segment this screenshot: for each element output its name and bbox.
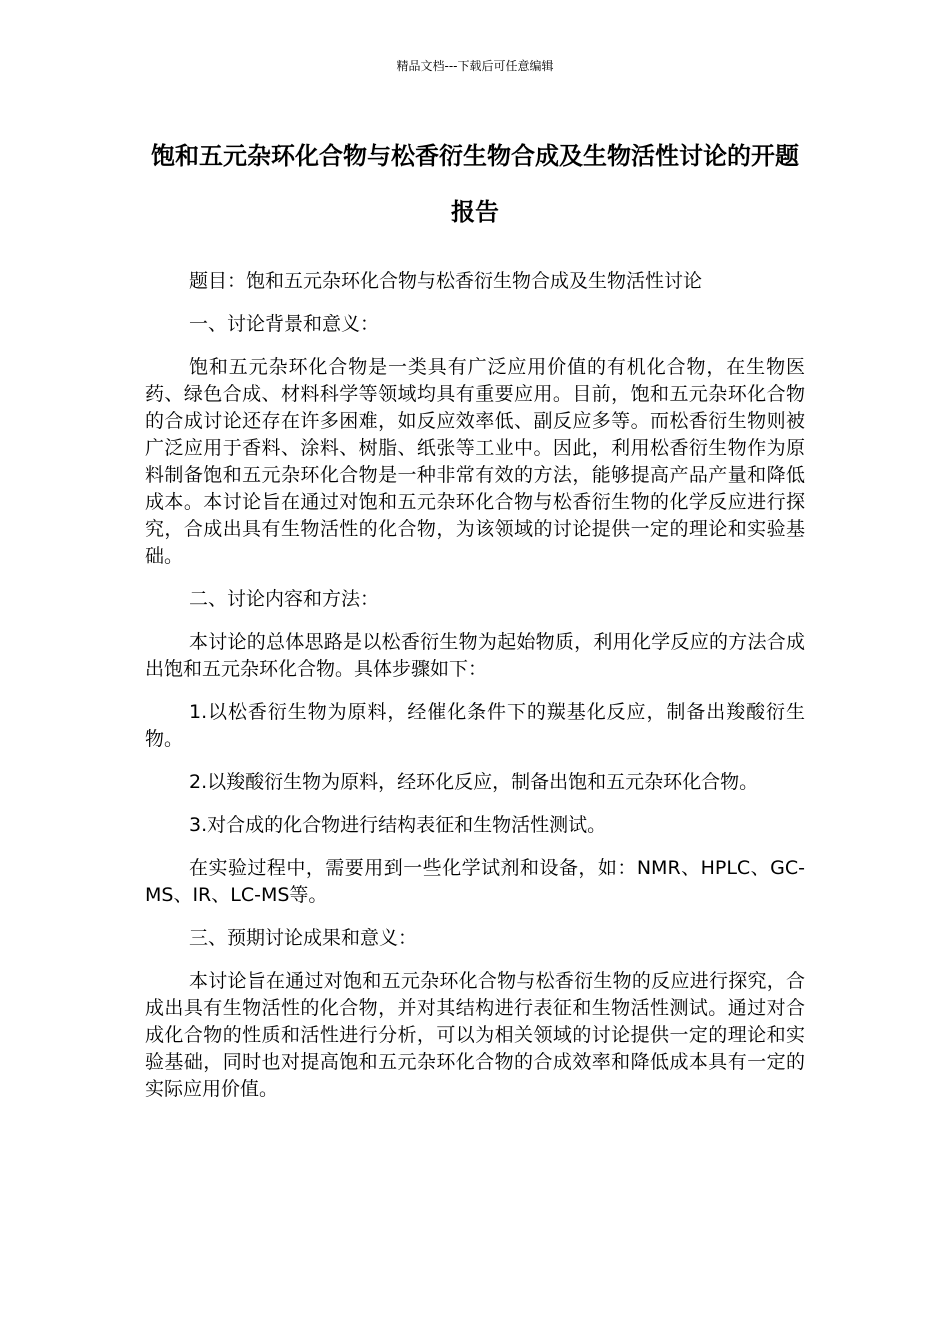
section-heading-methods: 二、讨论内容和方法： bbox=[189, 588, 380, 610]
document-body bbox=[145, 268, 805, 1119]
method-step-1: 1.以松香衍生物为原料，经催化条件下的羰基化反应，制备出羧酸衍生物。 bbox=[145, 701, 805, 750]
topic-line: 题目：饱和五元杂环化合物与松香衍生物合成及生物活性讨论 bbox=[189, 270, 703, 292]
outcomes-paragraph: 本讨论旨在通过对饱和五元杂环化合物与松香衍生物的反应进行探究，合成出具有生物活性的化合物，并对其结构进行表征和生物活性测试。通过对合成化合物的性质和活性进行分析，可以为相关领域的讨论提供一定的理论和实验基础，同时也对提高饱和五元杂环化合物的合成效率和降低成本具有一定的实际应用价值。 bbox=[145, 970, 805, 1100]
method-step-3: 3.对合成的化合物进行结构表征和生物活性测试。 bbox=[189, 814, 607, 836]
equipment-paragraph: 在实验过程中，需要用到一些化学试剂和设备，如：NMR、HPLC、GC-MS、IR、LC-MS等。 bbox=[145, 857, 805, 906]
section-heading-background: 一、讨论背景和意义： bbox=[189, 313, 380, 335]
background-paragraph: 饱和五元杂环化合物是一类具有广泛应用价值的有机化合物，在生物医药、绿色合成、材料科学等领域均具有重要应用。目前，饱和五元杂环化合物的合成讨论还存在许多困难，如反应效率低、副反应多等。而松香衍生物则被广泛应用于香料、涂料、树脂、纸张等工业中。因此，利用松香衍生物作为原料制备饱和五元杂环化合物是一种非常有效的方法，能够提高产品产量和降低成本。本讨论旨在通过对饱和五元杂环化合物与松香衍生物的化学反应进行探究，合成出具有生物活性的化合物，为该领域的讨论提供一定的理论和实验基础。 bbox=[145, 356, 805, 567]
method-step-2: 2.以羧酸衍生物为原料，经环化反应，制备出饱和五元杂环化合物。 bbox=[189, 771, 759, 793]
header-note: 精品文档---下载后可任意编辑 bbox=[396, 59, 554, 73]
section-heading-outcomes: 三、预期讨论成果和意义： bbox=[189, 927, 418, 949]
methods-overview-paragraph: 本讨论的总体思路是以松香衍生物为起始物质，利用化学反应的方法合成出饱和五元杂环化合物。具体步骤如下： bbox=[145, 631, 805, 680]
document-title: 饱和五元杂环化合物与松香衍生物合成及生物活性讨论的开题报告 bbox=[151, 142, 799, 226]
